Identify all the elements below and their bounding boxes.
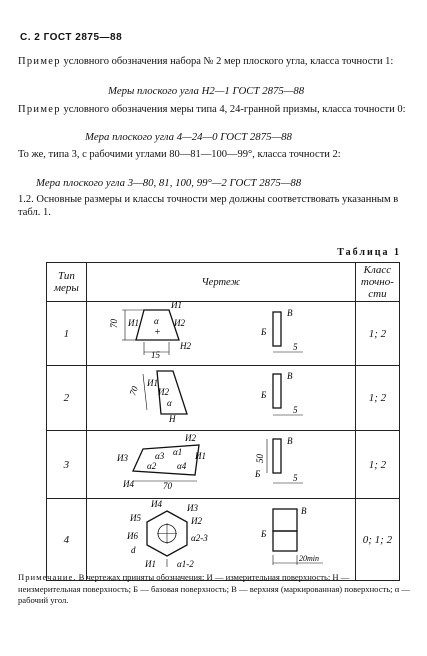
cell-type: 1 [47,302,87,366]
svg-text:α3: α3 [154,451,165,461]
svg-text:И1: И1 [144,559,156,569]
svg-text:И5: И5 [129,513,141,523]
table-row [47,366,400,431]
cell-drawing [86,302,355,366]
svg-text:И3: И3 [186,503,198,513]
svg-text:70: 70 [127,384,140,397]
svg-text:50: 50 [254,454,265,463]
drawing-type-1 [87,302,355,360]
drawing-type-3 [87,431,355,493]
svg-text:5: 5 [292,405,298,415]
svg-text:α1: α1 [172,447,183,457]
svg-text:α2: α2 [146,461,157,471]
example-3-formula: Мера плоского угла 3—80, 81, 100, 99°—2 ГОСТ 2875—88 [36,177,302,189]
svg-text:И1: И1 [127,318,139,328]
cell-class: 0; 1; 2 [355,499,399,581]
svg-text:α: α [166,398,172,408]
drawing-type-4 [87,499,355,575]
table-caption: Таблица 1 [337,247,401,258]
cell-class: 1; 2 [355,431,399,499]
svg-text:В: В [286,371,293,381]
svg-text:В: В [286,436,293,446]
table-row [47,302,400,366]
example-1-text: Пример условного обозначения набора № 2 мер плоского угла, класса точности 1: [18,56,394,67]
svg-text:α: α [153,316,159,326]
cell-class: 1; 2 [355,366,399,431]
svg-text:α2-3: α2-3 [190,533,208,543]
table-1 [46,262,400,581]
header-drawing: Чертеж [86,263,355,302]
cell-type: 4 [47,499,87,581]
svg-text:И1: И1 [194,451,206,461]
cell-class: 1; 2 [355,302,399,366]
svg-text:И2: И2 [184,433,196,443]
clause-1-2: 1.2. Основные размеры и классы точности мер должны соответствовать указанным в табл. 1. [18,194,399,218]
table-row [47,431,400,499]
drawing-type-2 [87,366,355,425]
svg-text:Б: Б [254,469,261,479]
svg-text:И6: И6 [126,531,138,541]
cell-drawing [86,431,355,499]
svg-text:И3: И3 [116,453,128,463]
svg-text:Б: Б [260,529,267,539]
cell-type: 3 [47,431,87,499]
svg-text:И1: И1 [146,378,158,388]
svg-text:70: 70 [162,481,172,491]
svg-text:И4: И4 [122,479,134,489]
svg-text:И4: И4 [150,499,162,509]
svg-text:α4: α4 [176,461,187,471]
example-1-formula: Меры плоского угла Н2—1 ГОСТ 2875—88 [108,85,305,97]
example-2-text: Пример условного обозначения меры типа 4, 24-гранной призмы, класса точности 0: [18,104,406,115]
svg-text:И1: И1 [170,302,182,310]
table-note: Примечание. В чертежах приняты обозначения: И — измерительная поверхность; Н — неизмерительная поверхность; Б — базовая поверхность; В — верхняя (маркированная) поверхность; α — рабочий угол. [18,572,410,605]
header-type: Тип меры [47,263,87,302]
svg-text:70: 70 [108,319,119,328]
svg-text:d: d [130,545,136,555]
cell-drawing [86,366,355,431]
svg-text:α1-2: α1-2 [176,559,194,569]
svg-text:5: 5 [292,473,298,483]
page-header: С. 2 ГОСТ 2875—88 [20,32,123,43]
svg-text:Н2: Н2 [179,341,191,351]
table-row [47,499,400,581]
svg-text:20min: 20min [298,554,319,563]
example-2-formula: Мера плоского угла 4—24—0 ГОСТ 2875—88 [85,131,292,143]
cell-drawing [86,499,355,581]
svg-text:И2: И2 [190,516,202,526]
svg-text:И2: И2 [157,387,169,397]
svg-text:+: + [153,327,161,338]
cell-type: 2 [47,366,87,431]
svg-text:Б: Б [260,327,267,337]
svg-text:15: 15 [150,350,160,360]
svg-text:Б: Б [260,390,267,400]
svg-text:5: 5 [292,342,298,352]
table-header-row [47,263,400,302]
header-class: Класс точно-сти [355,263,399,302]
svg-text:В: В [300,506,307,516]
svg-text:В: В [286,308,293,318]
example-3-text: То же, типа 3, с рабочими углами 80—81—100—99°, класса точности 2: [18,149,341,160]
svg-text:И2: И2 [173,318,185,328]
svg-text:Н: Н [168,414,176,424]
